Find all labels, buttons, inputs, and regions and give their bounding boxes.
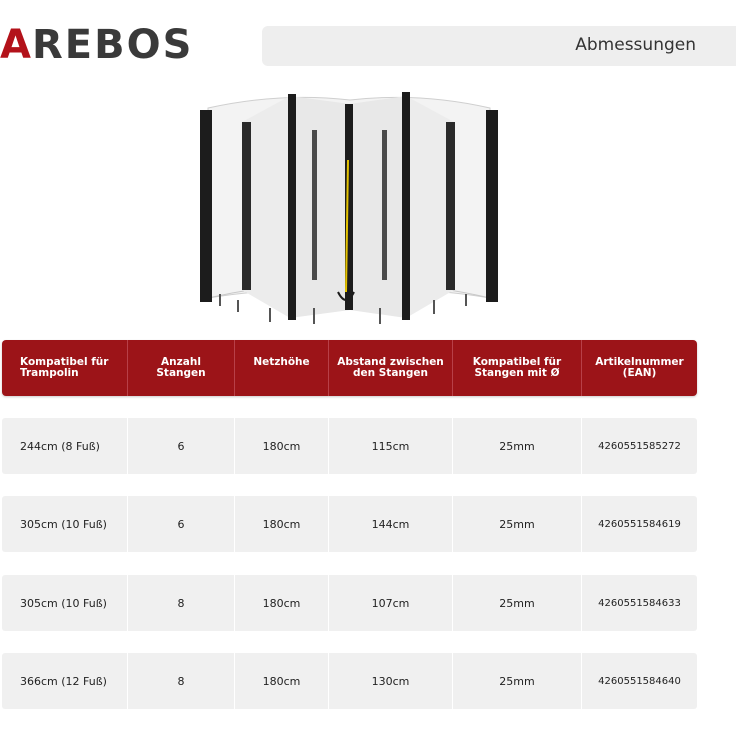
header-abstand: Abstand zwischen den Stangen <box>329 340 453 396</box>
cell-abstand: 144cm <box>329 496 453 552</box>
brand-logo <box>0 22 193 68</box>
cell-abstand: 130cm <box>329 653 453 709</box>
cell-anzahl-stangen: 8 <box>128 653 235 709</box>
cell-anzahl-stangen: 6 <box>128 496 235 552</box>
title-bar <box>262 26 736 66</box>
page-title: Abmessungen <box>575 35 696 55</box>
cell-trampolin: 305cm (10 Fuß) <box>2 496 128 552</box>
header-trampolin: Kompatibel für Trampolin <box>2 340 128 396</box>
cell-netzhoehe: 180cm <box>235 653 329 709</box>
header-netzhoehe: Netzhöhe <box>235 340 329 396</box>
table-row <box>2 653 697 709</box>
table-row <box>2 418 697 474</box>
cell-netzhoehe: 180cm <box>235 575 329 631</box>
cell-ean: 4260551585272 <box>598 440 681 452</box>
logo-letter-a: A <box>0 22 32 68</box>
header-ean: Artikelnummer (EAN) <box>595 356 684 380</box>
cell-ean: 4260551584633 <box>598 597 681 609</box>
cell-stangen-durchmesser: 25mm <box>453 653 582 709</box>
cell-abstand: 107cm <box>329 575 453 631</box>
cell-stangen-durchmesser: 25mm <box>453 496 582 552</box>
cell-anzahl-stangen: 6 <box>128 418 235 474</box>
table-row <box>2 496 697 552</box>
cell-stangen-durchmesser: 25mm <box>453 575 582 631</box>
cell-ean: 4260551584640 <box>598 675 681 687</box>
trampoline-net-image <box>190 86 508 332</box>
header-stangen-durchmesser: Kompatibel für Stangen mit Ø <box>453 340 582 396</box>
table-row <box>2 575 697 631</box>
cell-trampolin: 366cm (12 Fuß) <box>2 653 128 709</box>
cell-anzahl-stangen: 8 <box>128 575 235 631</box>
cell-trampolin: 244cm (8 Fuß) <box>2 418 128 474</box>
header-anzahl-stangen: Anzahl Stangen <box>128 340 235 396</box>
cell-netzhoehe: 180cm <box>235 496 329 552</box>
cell-netzhoehe: 180cm <box>235 418 329 474</box>
cell-ean: 4260551584619 <box>598 518 681 530</box>
logo-letters: REBOS <box>31 22 194 68</box>
table-header <box>2 340 697 396</box>
cell-stangen-durchmesser: 25mm <box>453 418 582 474</box>
cell-abstand: 115cm <box>329 418 453 474</box>
cell-trampolin: 305cm (10 Fuß) <box>2 575 128 631</box>
